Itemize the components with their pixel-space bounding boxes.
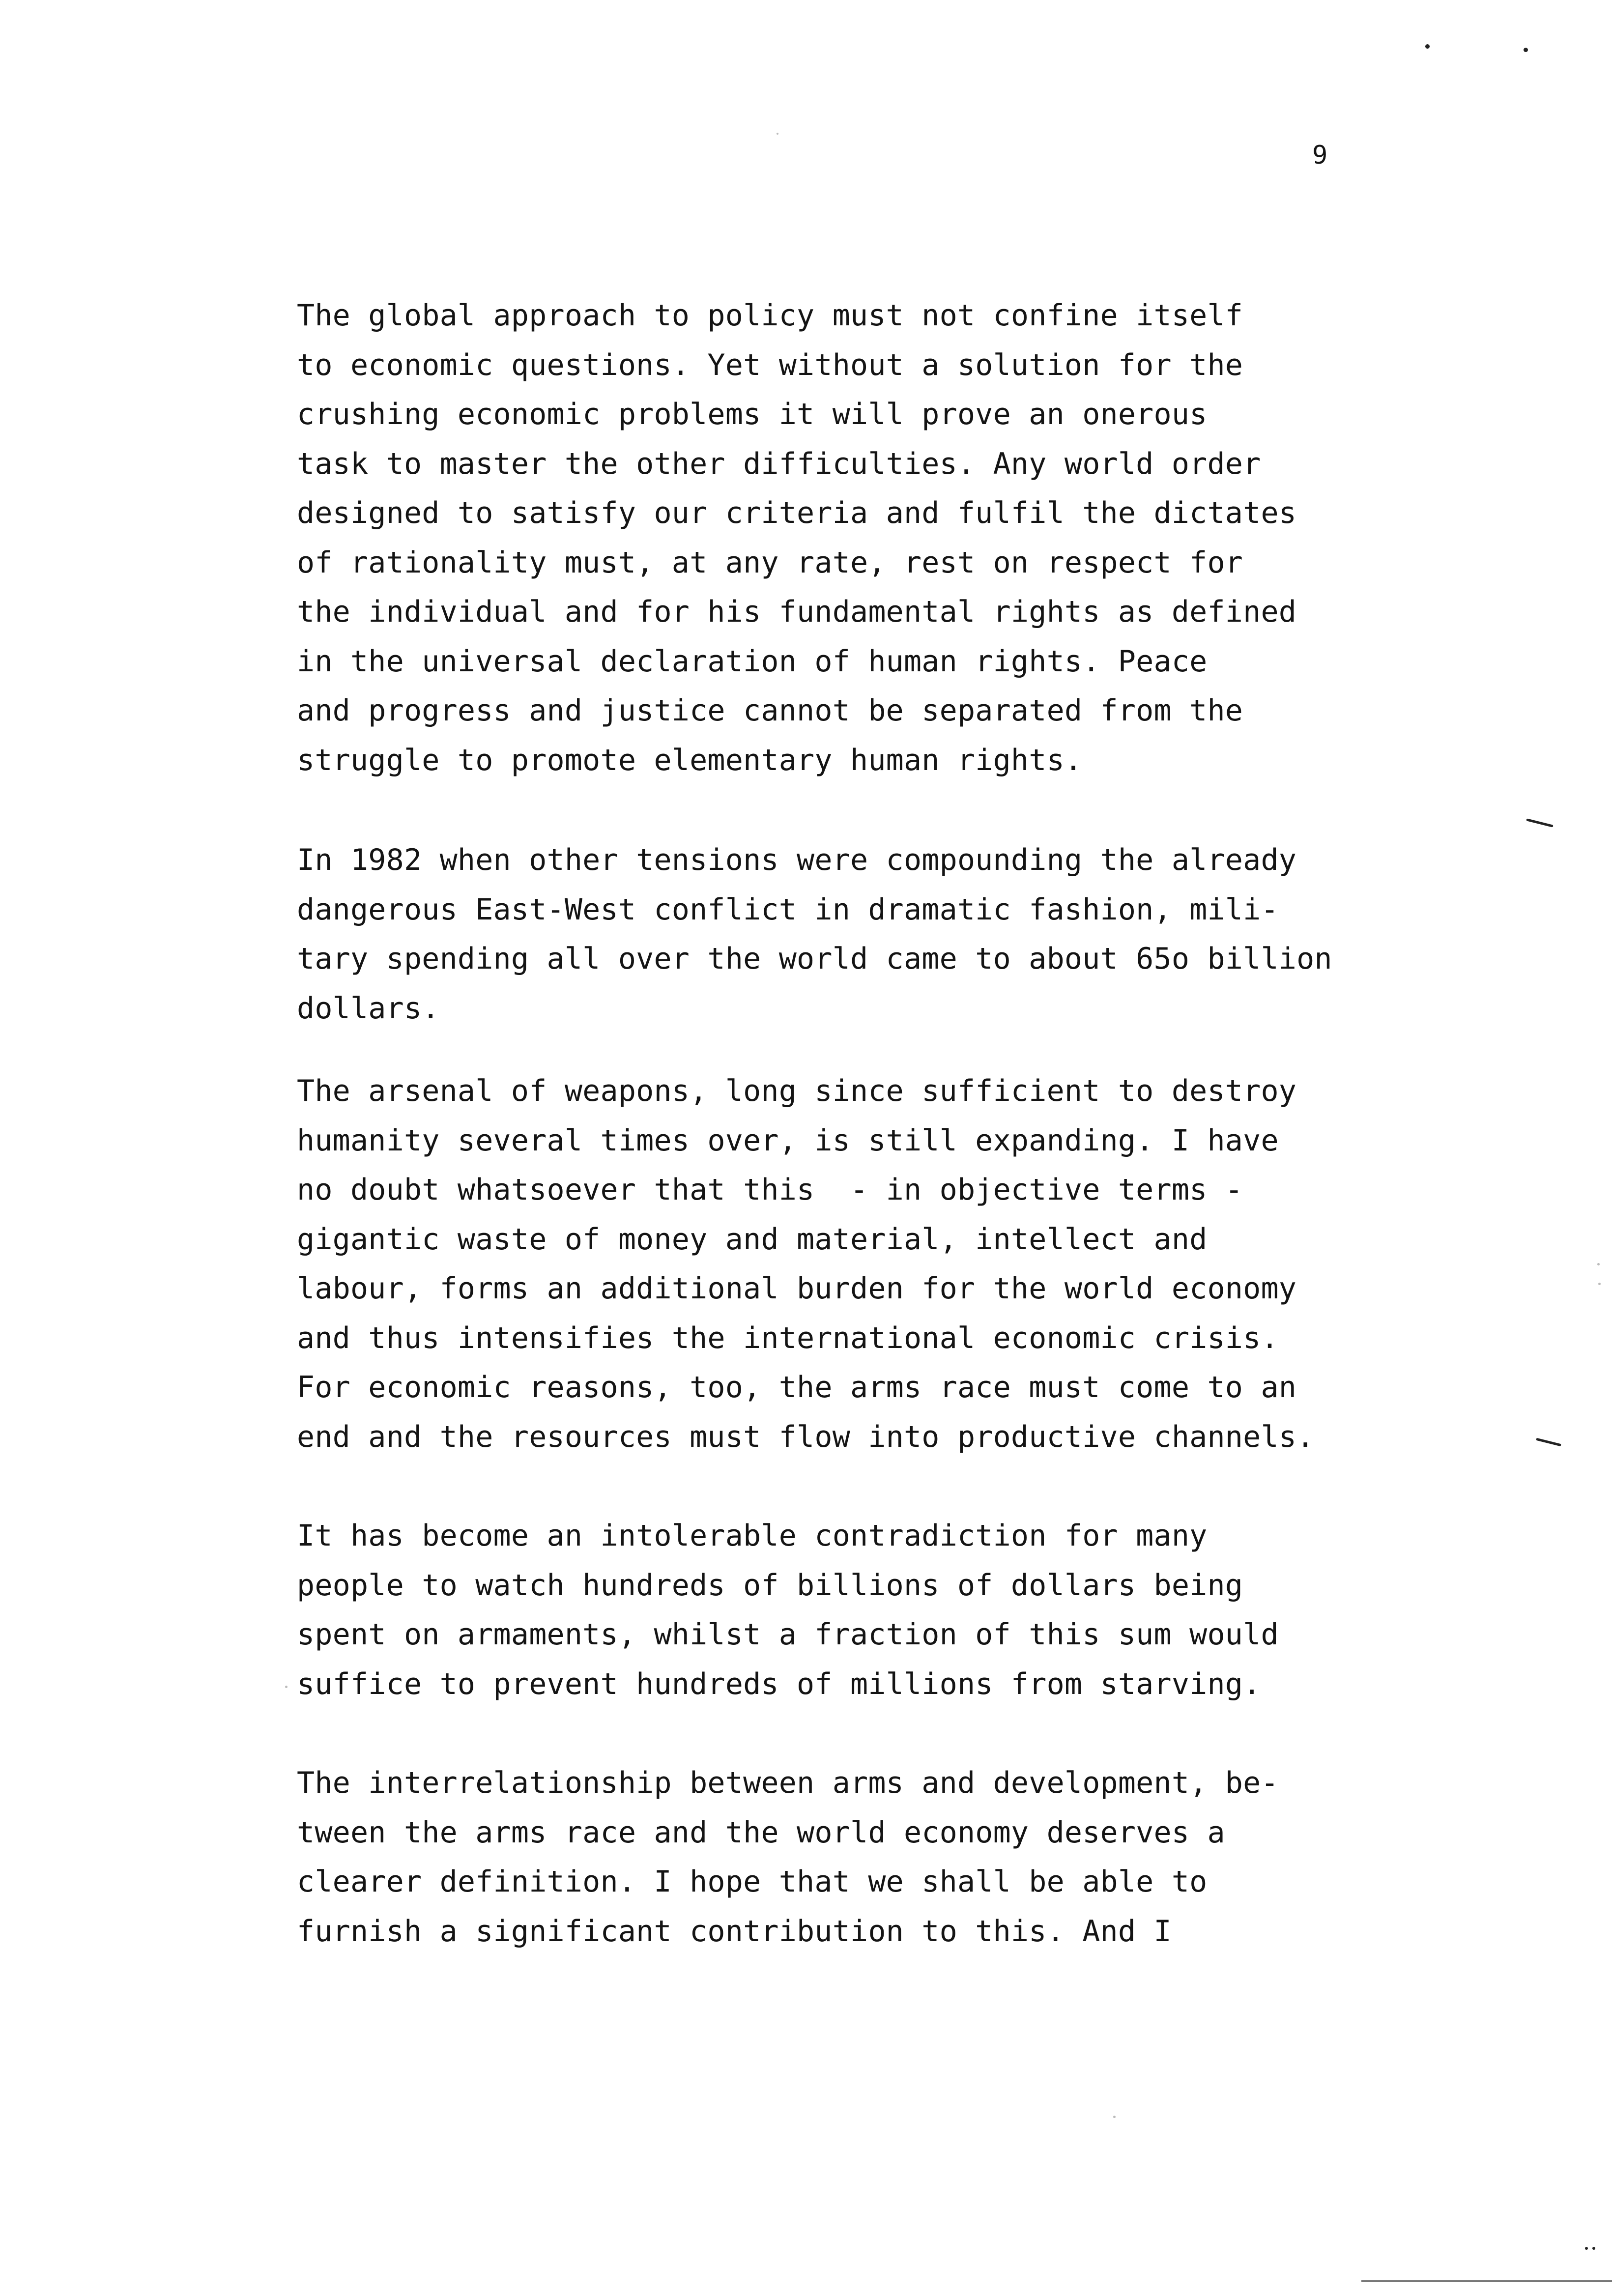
scan-speck <box>285 1686 288 1688</box>
scan-speck <box>1425 44 1430 49</box>
scan-speck <box>1585 2247 1588 2250</box>
text-line: It has become an intolerable contradiction for many <box>297 1519 1208 1553</box>
text-line: clearer definition. I hope that we shall be able to <box>297 1865 1208 1899</box>
text-line: people to watch hundreds of billions of dollars being <box>297 1568 1243 1603</box>
scan-speck <box>1113 2116 1116 2118</box>
text-line: crushing economic problems it will prove an onerous <box>297 397 1208 431</box>
text-line: For economic reasons, too, the arms race must come to an <box>297 1370 1297 1405</box>
text-line: suffice to prevent hundreds of millions from starving. <box>297 1666 1261 1701</box>
scan-speck <box>1524 48 1528 52</box>
scan-speck <box>1592 2247 1595 2250</box>
text-line: to economic questions. Yet without a solution for the <box>297 347 1243 382</box>
scan-edge-line <box>1361 2280 1612 2282</box>
scan-speck <box>1598 1283 1601 1285</box>
text-line: tween the arms race and the world economy deserves a <box>297 1815 1225 1850</box>
text-line: tary spending all over the world came to about 65o billion <box>297 942 1332 976</box>
text-line: task to master the other difficulties. Any world order <box>297 446 1261 481</box>
paragraph-5 <box>297 1758 1476 1956</box>
text-line: no doubt whatsoever that this - in objective terms - <box>297 1173 1243 1207</box>
text-line: of rationality must, at any rate, rest on respect for <box>297 545 1243 580</box>
scan-speck <box>777 133 778 135</box>
text-line: end and the resources must flow into productive channels. <box>297 1419 1315 1454</box>
margin-mark <box>1536 1438 1561 1446</box>
text-line: furnish a significant contribution to this. And I <box>297 1914 1172 1949</box>
margin-mark <box>1526 818 1554 827</box>
paragraph-1 <box>297 291 1476 785</box>
text-line: In 1982 when other tensions were compounding the already <box>297 843 1297 877</box>
text-line: spent on armaments, whilst a fraction of this sum would <box>297 1617 1279 1652</box>
text-line: gigantic waste of money and material, intellect and <box>297 1222 1208 1257</box>
paragraph-3 <box>297 1066 1476 1462</box>
text-line: humanity several times over, is still expanding. I have <box>297 1123 1279 1158</box>
paragraph-2 <box>297 835 1476 1033</box>
text-line: and thus intensifies the international economic crisis. <box>297 1320 1279 1355</box>
text-line: labour, forms an additional burden for the world economy <box>297 1271 1297 1306</box>
text-line: struggle to promote elementary human rights. <box>297 743 1083 777</box>
text-line: The interrelationship between arms and development, be- <box>297 1766 1279 1800</box>
text-line: dangerous East-West conflict in dramatic fashion, mili- <box>297 892 1279 927</box>
text-line: in the universal declaration of human rights. Peace <box>297 644 1208 679</box>
text-line: designed to satisfy our criteria and fulfil the dictates <box>297 496 1297 530</box>
text-line: the individual and for his fundamental rights as defined <box>297 595 1297 629</box>
page-number: 9 <box>1312 141 1328 170</box>
text-line: dollars. <box>297 991 440 1026</box>
text-line: and progress and justice cannot be separated from the <box>297 693 1243 728</box>
paragraph-4 <box>297 1511 1476 1709</box>
text-line: The global approach to policy must not confine itself <box>297 298 1243 333</box>
text-line: The arsenal of weapons, long since sufficient to destroy <box>297 1074 1297 1108</box>
scan-speck <box>1597 1263 1600 1265</box>
